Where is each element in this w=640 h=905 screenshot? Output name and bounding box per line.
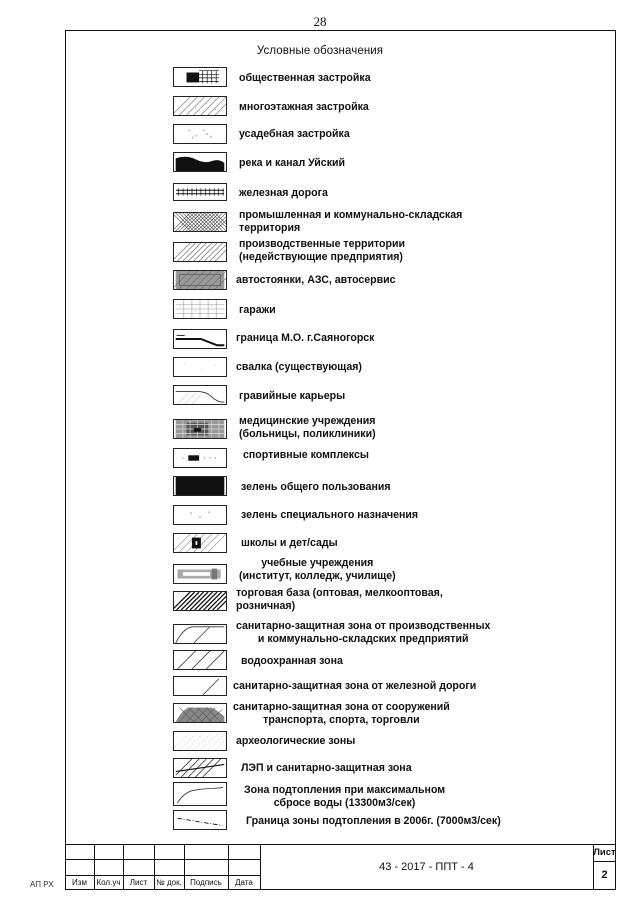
legend-label: промышленная и коммунально-складская территория — [239, 209, 463, 234]
legend-label: санитарно-защитная зона от сооружений транспорта, спорта, торговли — [233, 701, 450, 726]
municipal-boundary-icon — [173, 329, 227, 349]
legend-label: свалка (существующая) — [236, 361, 362, 373]
public-greenery-icon — [173, 476, 227, 496]
legend-title: Условные обозначения — [256, 45, 384, 57]
legend-label: Граница зоны подтопления в 2006г. (7000м3/сек) — [246, 815, 501, 827]
legend-label: санитарно-защитная зона от производственных и коммунально-складских предприятий — [236, 620, 491, 645]
inactive-production-icon — [173, 242, 227, 262]
legend-label: усадебная застройка — [239, 128, 350, 140]
header-date: Дата — [235, 878, 253, 887]
legend-label: автостоянки, АЗС, автосервис — [236, 274, 396, 286]
legend-label: учебные учреждения (институт, колледж, училище) — [239, 557, 396, 582]
header-count: Кол.уч — [96, 878, 121, 887]
legend-label: река и канал Уйский — [239, 157, 346, 169]
power-line-icon — [173, 758, 227, 778]
legend-label: водоохранная зона — [241, 655, 343, 667]
flood-boundary-2006-icon — [173, 810, 227, 830]
sanitary-zone-transport-icon — [173, 703, 227, 723]
garages-icon — [173, 299, 227, 319]
legend-label: Зона подтопления при максимальном сбросе воды (13300м3/сек) — [244, 784, 446, 809]
legend-label: ЛЭП и санитарно-защитная зона — [241, 762, 412, 774]
legend-label: медицинские учреждения (больницы, поликлиники) — [239, 415, 376, 440]
river-canal-icon — [173, 152, 227, 172]
legend-label: многоэтажная застройка — [239, 101, 369, 113]
industrial-territory-icon — [173, 212, 227, 232]
legend-label: археологические зоны — [236, 735, 356, 747]
parking-gas-station-icon — [173, 270, 227, 290]
legend-label: спортивные комплексы — [243, 449, 369, 461]
medical-facilities-icon — [173, 419, 227, 439]
legend-label: школы и дет/сады — [241, 537, 338, 549]
sports-complex-icon — [173, 448, 227, 468]
gravel-quarry-icon — [173, 385, 227, 405]
water-protection-zone-icon — [173, 650, 227, 670]
header-signature: Подпись — [190, 878, 222, 887]
sheet-number: 2 — [601, 869, 608, 881]
sheet-label: Лист — [593, 847, 616, 858]
sanitary-zone-railway-icon — [173, 676, 227, 696]
educational-institutions-icon — [173, 564, 227, 584]
legend-label: зелень специального назначения — [241, 509, 419, 521]
special-greenery-icon — [173, 505, 227, 525]
document-code: 43 - 2017 - ППТ - 4 — [379, 861, 474, 873]
flood-zone-max-icon — [173, 782, 227, 806]
railway-icon — [173, 183, 227, 201]
legend-label: гаражи — [239, 304, 276, 316]
sanitary-zone-industrial-icon — [173, 624, 227, 644]
multistorey-buildings-icon — [173, 96, 227, 116]
header-change: Изм — [72, 878, 87, 887]
title-block — [65, 844, 616, 890]
trade-base-icon — [173, 591, 227, 611]
legend-label: железная дорога — [239, 187, 328, 199]
legend-label: зелень общего пользования — [241, 481, 391, 493]
side-note: АП РХ — [30, 880, 54, 889]
schools-icon — [173, 533, 227, 553]
legend-label: санитарно-защитная зона от железной дороги — [233, 680, 477, 692]
public-buildings-icon — [173, 67, 227, 87]
page-number: 28 — [313, 14, 327, 29]
header-sheet: Лист — [129, 878, 148, 887]
legend-label: общественная застройка — [239, 72, 371, 84]
legend-label: граница М.О. г.Саяногорск — [236, 332, 375, 344]
homestead-buildings-icon — [173, 124, 227, 144]
legend-label: гравийные карьеры — [239, 390, 346, 402]
archaeological-zone-icon — [173, 731, 227, 751]
legend-label: производственные территории (недействующие предприятия) — [239, 238, 405, 263]
legend-label: торговая база (оптовая, мелкооптовая, розничная) — [236, 587, 443, 612]
header-doc-number: № док. — [156, 878, 182, 887]
landfill-icon — [173, 357, 227, 377]
